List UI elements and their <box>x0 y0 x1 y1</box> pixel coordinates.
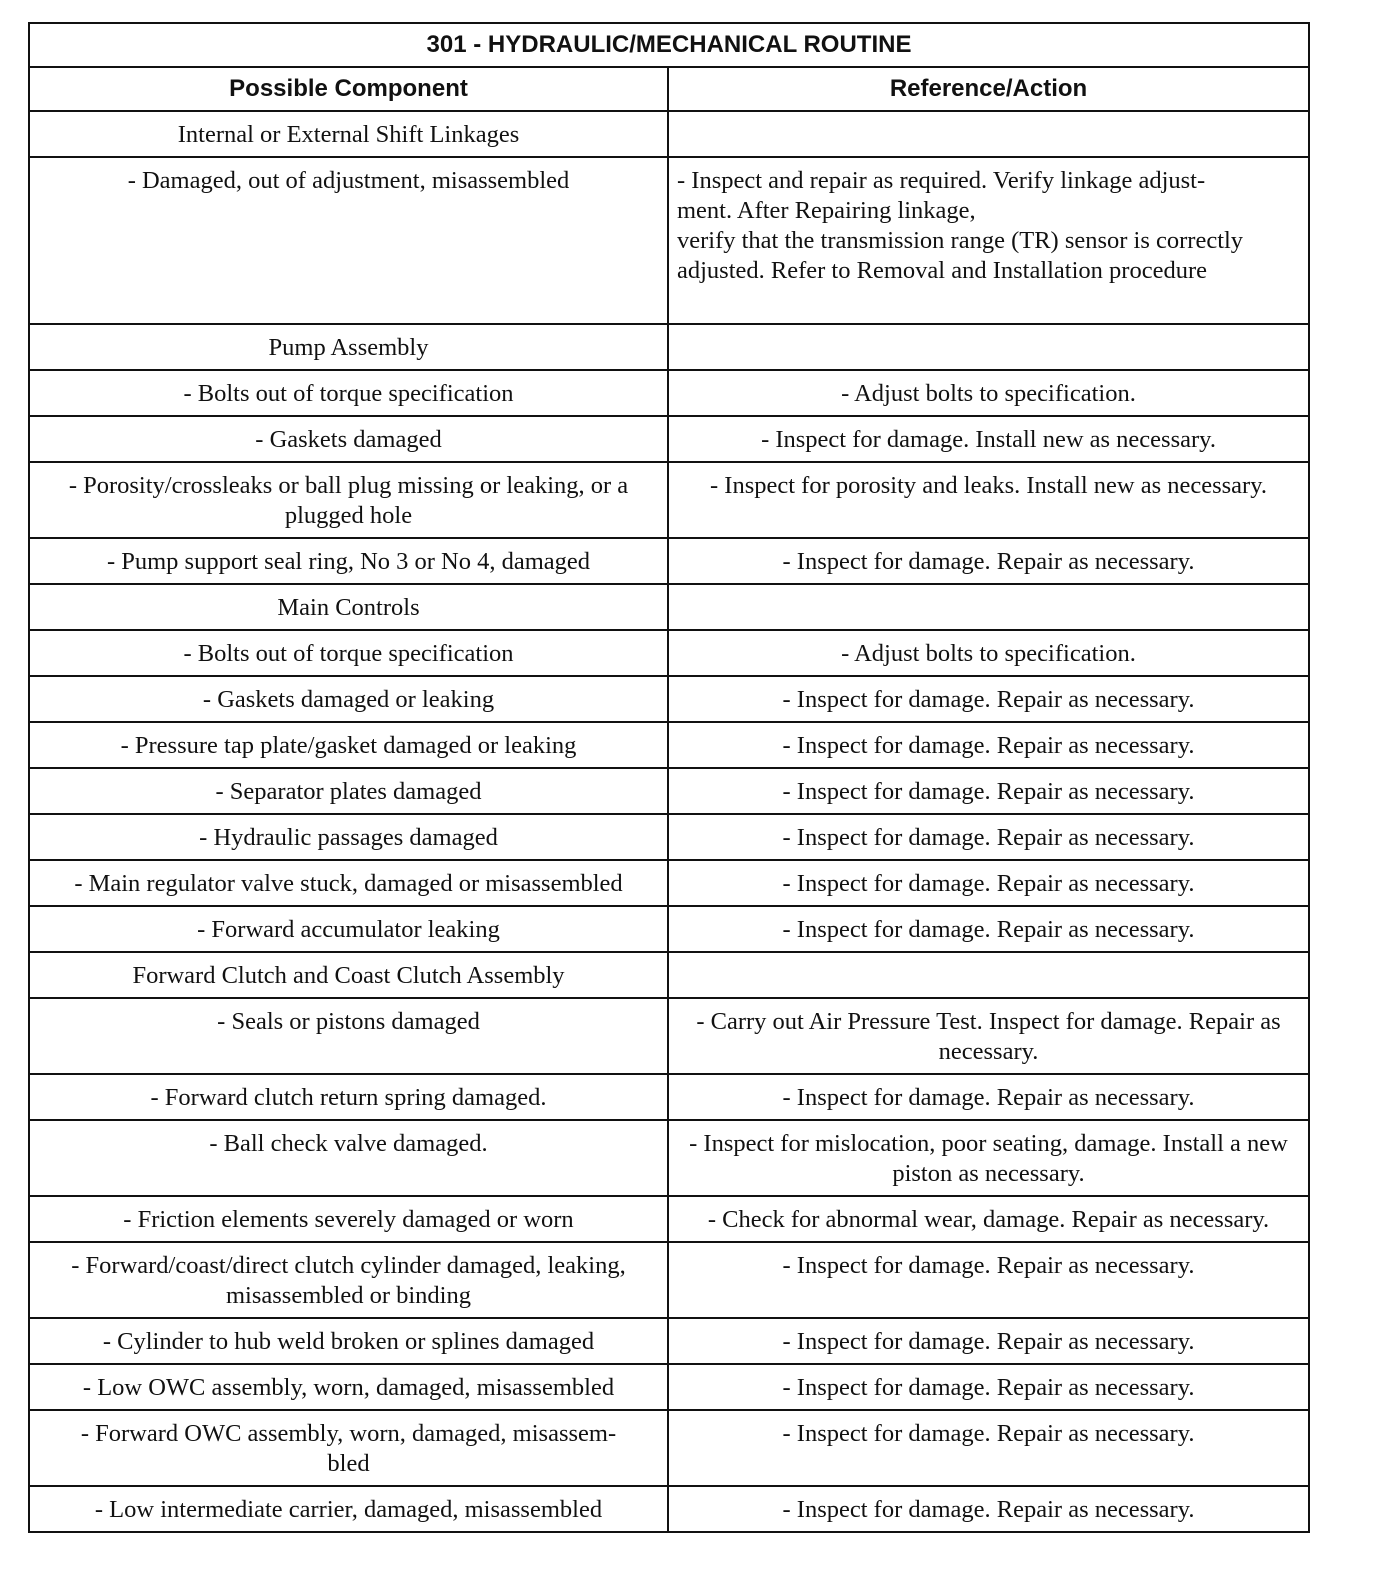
component-cell: - Porosity/crossleaks or ball plug missing or leaking, or a plugged hole <box>29 462 668 538</box>
action-cell: - Inspect for mislocation, poor seating, damage. Install a new piston as necessary. <box>668 1120 1309 1196</box>
table-header-row <box>29 67 1309 111</box>
action-cell: - Inspect for damage. Repair as necessary. <box>668 814 1309 860</box>
component-cell: - Forward accumulator leaking <box>29 906 668 952</box>
table-row <box>29 860 1309 906</box>
table-row <box>29 416 1309 462</box>
table-row <box>29 1364 1309 1410</box>
component-cell: - Gaskets damaged or leaking <box>29 676 668 722</box>
component-cell: - Forward/coast/direct clutch cylinder damaged, leaking, misassembled or binding <box>29 1242 668 1318</box>
action-cell: - Inspect for damage. Repair as necessary. <box>668 1410 1309 1486</box>
component-cell: - Ball check valve damaged. <box>29 1120 668 1196</box>
component-cell: - Bolts out of torque specification <box>29 370 668 416</box>
table-row <box>29 157 1309 324</box>
table-row <box>29 1318 1309 1364</box>
table-row <box>29 630 1309 676</box>
action-cell: - Inspect for damage. Repair as necessary. <box>668 538 1309 584</box>
table-title-row <box>29 23 1309 67</box>
table-row <box>29 1410 1309 1486</box>
action-cell: - Carry out Air Pressure Test. Inspect for damage. Repair as necessary. <box>668 998 1309 1074</box>
action-cell: - Inspect for damage. Install new as necessary. <box>668 416 1309 462</box>
table-row <box>29 584 1309 630</box>
component-cell: Main Controls <box>29 584 668 630</box>
table-title: 301 - HYDRAULIC/MECHANICAL ROUTINE <box>29 23 1309 67</box>
table-row <box>29 111 1309 157</box>
action-cell: - Inspect for damage. Repair as necessary. <box>668 860 1309 906</box>
component-cell: - Bolts out of torque specification <box>29 630 668 676</box>
table-row <box>29 1120 1309 1196</box>
table-row <box>29 814 1309 860</box>
component-cell: - Forward clutch return spring damaged. <box>29 1074 668 1120</box>
component-cell: Forward Clutch and Coast Clutch Assembly <box>29 952 668 998</box>
component-cell: - Main regulator valve stuck, damaged or misassembled <box>29 860 668 906</box>
component-cell: - Gaskets damaged <box>29 416 668 462</box>
action-cell: - Inspect for porosity and leaks. Install new as necessary. <box>668 462 1309 538</box>
component-cell: - Friction elements severely damaged or worn <box>29 1196 668 1242</box>
action-cell <box>668 324 1309 370</box>
action-cell <box>668 952 1309 998</box>
action-cell: - Inspect for damage. Repair as necessary. <box>668 1074 1309 1120</box>
table-row <box>29 676 1309 722</box>
component-cell: Internal or External Shift Linkages <box>29 111 668 157</box>
table-row <box>29 324 1309 370</box>
action-cell <box>668 584 1309 630</box>
component-cell: - Separator plates damaged <box>29 768 668 814</box>
column-header-action: Reference/Action <box>668 67 1309 111</box>
action-cell: - Inspect for damage. Repair as necessary. <box>668 906 1309 952</box>
action-cell: - Check for abnormal wear, damage. Repair as necessary. <box>668 1196 1309 1242</box>
table-row <box>29 722 1309 768</box>
action-cell: - Inspect for damage. Repair as necessary. <box>668 722 1309 768</box>
component-cell: Pump Assembly <box>29 324 668 370</box>
table-row <box>29 462 1309 538</box>
table-row <box>29 906 1309 952</box>
action-cell: - Inspect and repair as required. Verify linkage adjust- ment. After Repairing linkage, verify that the transmission range (TR) sensor is correctly adjusted. Refer to Removal and Installation procedure <box>668 157 1309 324</box>
table-row <box>29 768 1309 814</box>
table-body <box>29 111 1309 1532</box>
action-cell: - Inspect for damage. Repair as necessary. <box>668 676 1309 722</box>
action-cell: - Inspect for damage. Repair as necessary. <box>668 1242 1309 1318</box>
component-cell: - Pressure tap plate/gasket damaged or leaking <box>29 722 668 768</box>
component-cell: - Low OWC assembly, worn, damaged, misassembled <box>29 1364 668 1410</box>
action-cell: - Adjust bolts to specification. <box>668 370 1309 416</box>
action-cell: - Adjust bolts to specification. <box>668 630 1309 676</box>
action-cell <box>668 111 1309 157</box>
table-row <box>29 370 1309 416</box>
action-cell: - Inspect for damage. Repair as necessary. <box>668 768 1309 814</box>
table-row <box>29 538 1309 584</box>
component-cell: - Seals or pistons damaged <box>29 998 668 1074</box>
component-cell: - Forward OWC assembly, worn, damaged, misassem- bled <box>29 1410 668 1486</box>
action-cell: - Inspect for damage. Repair as necessary. <box>668 1364 1309 1410</box>
column-header-component: Possible Component <box>29 67 668 111</box>
table-row <box>29 952 1309 998</box>
component-cell: - Hydraulic passages damaged <box>29 814 668 860</box>
component-cell: - Damaged, out of adjustment, misassembled <box>29 157 668 324</box>
action-cell: - Inspect for damage. Repair as necessary. <box>668 1486 1309 1532</box>
hydraulic-mechanical-routine-table <box>28 22 1310 1533</box>
action-cell: - Inspect for damage. Repair as necessary. <box>668 1318 1309 1364</box>
table-row <box>29 1242 1309 1318</box>
component-cell: - Low intermediate carrier, damaged, misassembled <box>29 1486 668 1532</box>
component-cell: - Cylinder to hub weld broken or splines damaged <box>29 1318 668 1364</box>
table-row <box>29 1196 1309 1242</box>
component-cell: - Pump support seal ring, No 3 or No 4, damaged <box>29 538 668 584</box>
table-row <box>29 1486 1309 1532</box>
table-row <box>29 998 1309 1074</box>
table-row <box>29 1074 1309 1120</box>
